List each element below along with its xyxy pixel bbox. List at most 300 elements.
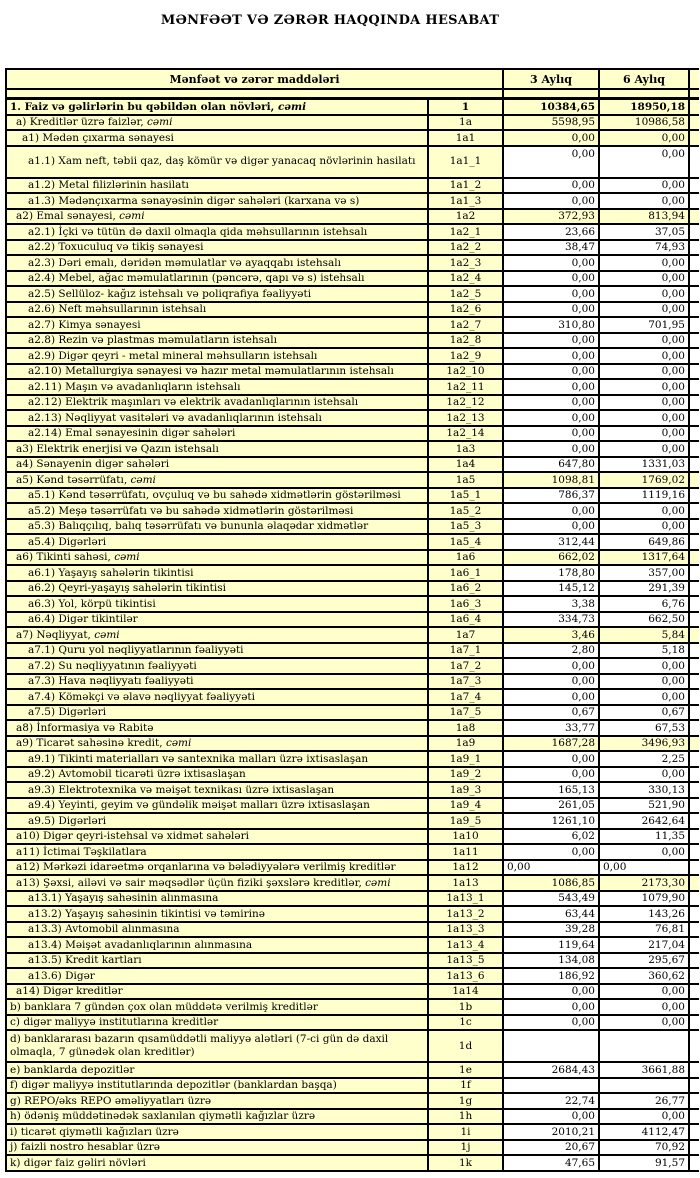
value-3m[interactable]: 0,00 bbox=[503, 984, 599, 1000]
row-code: 1a13_4 bbox=[428, 937, 503, 953]
table-row bbox=[6, 255, 699, 271]
value-3m[interactable]: 23,66 bbox=[503, 224, 599, 240]
table-row bbox=[6, 317, 699, 333]
cut-column-cell bbox=[689, 689, 699, 705]
value-6m[interactable]: 0,00 bbox=[599, 860, 689, 876]
row-label bbox=[6, 488, 428, 504]
row-label bbox=[6, 937, 428, 953]
value-3m[interactable]: 0,00 bbox=[503, 178, 599, 194]
row-label-text: a9.3) Elektrotexnika və məişət texnikası üzrə ixtisaslaşan bbox=[28, 783, 335, 796]
cut-column-cell bbox=[689, 209, 699, 225]
value-6m[interactable]: 0,00 bbox=[599, 410, 689, 426]
cut-column-cell bbox=[689, 271, 699, 287]
cut-column-cell bbox=[689, 1155, 699, 1171]
row-label-text: a2.7) Kimya sənayesi bbox=[28, 318, 141, 331]
value-3m[interactable]: 63,44 bbox=[503, 906, 599, 922]
value-6m[interactable]: 0,00 bbox=[599, 395, 689, 411]
value-6m[interactable]: 0,00 bbox=[599, 1015, 689, 1031]
row-label-text: 1. Faiz və gəlirlərin bu qəbildən olan növləri, bbox=[10, 100, 278, 113]
cut-column-cell bbox=[689, 984, 699, 1000]
value-3m[interactable]: 0,00 bbox=[503, 860, 599, 876]
row-label bbox=[6, 860, 428, 876]
value-6m[interactable]: 0,67 bbox=[599, 705, 689, 721]
row-code: 1a7 bbox=[428, 627, 503, 643]
value-6m: 1317,64 bbox=[599, 550, 689, 566]
row-label-text: a13.2) Yaşayış sahəsinin tikintisi və təmirinə bbox=[28, 907, 266, 920]
value-3m[interactable]: 0,00 bbox=[503, 519, 599, 535]
row-code: 1 bbox=[428, 99, 503, 115]
row-code: 1a4 bbox=[428, 457, 503, 473]
value-3m[interactable]: 0,00 bbox=[503, 658, 599, 674]
value-6m[interactable]: 662,50 bbox=[599, 612, 689, 628]
table-row bbox=[6, 395, 699, 411]
row-label-text: a13.4) Məişət avadanlıqlarının alınmasına bbox=[28, 938, 253, 951]
row-label-italic-suffix: cəmi bbox=[365, 876, 391, 889]
table-row bbox=[6, 782, 699, 798]
value-3m[interactable]: 178,80 bbox=[503, 565, 599, 581]
cut-column-cell bbox=[689, 534, 699, 550]
table-row bbox=[6, 968, 699, 984]
value-6m[interactable]: 0,00 bbox=[599, 426, 689, 442]
row-code: 1a9_4 bbox=[428, 798, 503, 814]
value-3m[interactable]: 0,00 bbox=[503, 503, 599, 519]
row-label bbox=[6, 457, 428, 473]
value-6m[interactable]: 0,00 bbox=[599, 271, 689, 287]
cut-column-cell bbox=[689, 441, 699, 457]
cut-column-cell bbox=[689, 922, 699, 938]
row-label-text: a7.3) Hava nəqliyyatı fəaliyyəti bbox=[28, 675, 194, 687]
value-6m[interactable] bbox=[599, 1030, 689, 1062]
row-code: 1f bbox=[428, 1078, 503, 1094]
value-3m[interactable]: 134,08 bbox=[503, 953, 599, 969]
value-3m: 0,00 bbox=[503, 130, 599, 146]
row-label bbox=[6, 720, 428, 736]
value-6m[interactable]: 0,00 bbox=[599, 658, 689, 674]
row-label bbox=[6, 596, 428, 612]
value-6m: 10986,58 bbox=[599, 115, 689, 131]
value-3m: 1086,85 bbox=[503, 875, 599, 891]
row-label bbox=[6, 286, 428, 302]
value-6m[interactable]: 701,95 bbox=[599, 317, 689, 333]
value-3m[interactable]: 0,00 bbox=[503, 379, 599, 395]
report-table-container bbox=[5, 68, 699, 1172]
value-6m[interactable]: 11,35 bbox=[599, 829, 689, 845]
value-6m[interactable]: 0,00 bbox=[599, 1109, 689, 1125]
row-label-text: a) Kreditlər üzrə faizlər, bbox=[16, 116, 148, 128]
row-code: 1a3 bbox=[428, 441, 503, 457]
value-6m[interactable]: 295,67 bbox=[599, 953, 689, 969]
value-3m[interactable]: 47,65 bbox=[503, 1155, 599, 1171]
row-label bbox=[6, 441, 428, 457]
cut-column-cell bbox=[689, 333, 699, 349]
value-6m[interactable]: 357,00 bbox=[599, 565, 689, 581]
value-6m[interactable]: 0,00 bbox=[599, 302, 689, 318]
value-3m[interactable]: 0,00 bbox=[503, 364, 599, 380]
row-label bbox=[6, 224, 428, 240]
spacer-row bbox=[6, 89, 699, 99]
row-label-text: a8) İnformasiya və Rabitə bbox=[16, 721, 154, 734]
value-3m[interactable]: 6,02 bbox=[503, 829, 599, 845]
table-row bbox=[6, 224, 699, 240]
value-6m[interactable]: 0,00 bbox=[599, 193, 689, 209]
value-6m[interactable]: 91,57 bbox=[599, 1155, 689, 1171]
row-label bbox=[6, 333, 428, 349]
value-6m: 0,00 bbox=[599, 130, 689, 146]
row-label bbox=[6, 348, 428, 364]
row-label bbox=[6, 953, 428, 969]
row-label-text: a13) Şəxsi, ailəvi və sair məqsədlər üçün fiziki şəxslərə kreditlər, bbox=[16, 876, 366, 889]
cut-column-cell bbox=[689, 844, 699, 860]
value-6m[interactable]: 0,00 bbox=[599, 255, 689, 271]
row-label bbox=[6, 503, 428, 519]
cut-column-cell bbox=[689, 379, 699, 395]
cut-column-cell bbox=[689, 457, 699, 473]
row-label-text: a1.1) Xam neft, təbii qaz, daş kömür və digər yanacaq növlərinin hasilatı bbox=[28, 155, 416, 167]
value-3m[interactable]: 0,00 bbox=[503, 999, 599, 1015]
row-label bbox=[6, 736, 428, 752]
row-code: 1a5_4 bbox=[428, 534, 503, 550]
value-3m[interactable]: 186,92 bbox=[503, 968, 599, 984]
row-label bbox=[6, 844, 428, 860]
value-3m[interactable]: 20,67 bbox=[503, 1140, 599, 1156]
row-code: 1a2 bbox=[428, 209, 503, 225]
value-3m[interactable]: 0,00 bbox=[503, 333, 599, 349]
value-6m[interactable]: 2,25 bbox=[599, 751, 689, 767]
value-3m[interactable]: 0,00 bbox=[503, 441, 599, 457]
table-row bbox=[6, 209, 699, 225]
row-label bbox=[6, 968, 428, 984]
value-6m[interactable]: 70,92 bbox=[599, 1140, 689, 1156]
value-6m[interactable]: 217,04 bbox=[599, 937, 689, 953]
table-row bbox=[6, 581, 699, 597]
cut-column-cell bbox=[689, 286, 699, 302]
row-label bbox=[6, 130, 428, 146]
row-label-text: a3) Elektrik enerjisi və Qazın istehsalı bbox=[16, 442, 219, 455]
row-label-text: a9.5) Digərləri bbox=[28, 814, 107, 827]
row-code: 1a7_5 bbox=[428, 705, 503, 721]
cut-column-cell bbox=[689, 906, 699, 922]
value-3m[interactable]: 3,38 bbox=[503, 596, 599, 612]
value-6m[interactable]: 2642,64 bbox=[599, 813, 689, 829]
table-row bbox=[6, 565, 699, 581]
row-label-text: a2.12) Elektrik maşınları və elektrik avadanlıqlarının istehsalı bbox=[28, 396, 359, 408]
value-6m[interactable]: 0,00 bbox=[599, 519, 689, 535]
row-label-text: a9.1) Tikinti materialları və santexnika malları üzrə ixtisaslaşan bbox=[28, 752, 369, 765]
table-row bbox=[6, 99, 699, 115]
cut-column-cell bbox=[689, 410, 699, 426]
cut-column-cell bbox=[689, 813, 699, 829]
value-6m[interactable]: 0,00 bbox=[599, 364, 689, 380]
row-label bbox=[6, 99, 428, 115]
value-3m[interactable]: 2684,43 bbox=[503, 1062, 599, 1078]
value-3m[interactable]: 39,28 bbox=[503, 922, 599, 938]
table-row bbox=[6, 286, 699, 302]
row-label bbox=[6, 472, 428, 488]
row-label-text: a6.2) Qeyri-yaşayış sahələrin tikintisi bbox=[28, 582, 226, 594]
value-3m[interactable]: 0,00 bbox=[503, 255, 599, 271]
row-label bbox=[6, 519, 428, 535]
value-3m[interactable]: 1261,10 bbox=[503, 813, 599, 829]
value-6m[interactable]: 0,00 bbox=[599, 348, 689, 364]
table-row bbox=[6, 441, 699, 457]
value-3m[interactable]: 312,44 bbox=[503, 534, 599, 550]
row-label bbox=[6, 751, 428, 767]
table-row bbox=[6, 348, 699, 364]
value-6m[interactable]: 0,00 bbox=[599, 503, 689, 519]
row-code: 1h bbox=[428, 1109, 503, 1125]
table-row bbox=[6, 1030, 699, 1062]
value-3m[interactable]: 334,73 bbox=[503, 612, 599, 628]
value-6m[interactable]: 0,00 bbox=[599, 178, 689, 194]
value-6m: 1769,02 bbox=[599, 472, 689, 488]
value-6m[interactable]: 5,18 bbox=[599, 643, 689, 659]
value-6m[interactable] bbox=[599, 1078, 689, 1094]
table-row bbox=[6, 1093, 699, 1109]
value-3m[interactable]: 0,00 bbox=[503, 271, 599, 287]
value-3m[interactable]: 22,74 bbox=[503, 1093, 599, 1109]
row-label bbox=[6, 178, 428, 194]
cut-column-cell bbox=[689, 302, 699, 318]
row-label bbox=[6, 271, 428, 287]
value-3m[interactable]: 543,49 bbox=[503, 891, 599, 907]
value-3m[interactable]: 0,00 bbox=[503, 767, 599, 783]
row-code: 1a7_3 bbox=[428, 674, 503, 690]
value-3m[interactable]: 0,00 bbox=[503, 286, 599, 302]
spacer-cell bbox=[503, 89, 599, 99]
table-row bbox=[6, 271, 699, 287]
row-code: 1a13_2 bbox=[428, 906, 503, 922]
value-3m[interactable]: 0,00 bbox=[503, 844, 599, 860]
row-label bbox=[6, 1078, 428, 1094]
value-6m[interactable]: 0,00 bbox=[599, 286, 689, 302]
value-3m[interactable]: 0,00 bbox=[503, 689, 599, 705]
value-6m[interactable]: 1331,03 bbox=[599, 457, 689, 473]
value-6m[interactable]: 0,00 bbox=[599, 767, 689, 783]
value-6m[interactable]: 0,00 bbox=[599, 984, 689, 1000]
table-row bbox=[6, 798, 699, 814]
value-3m[interactable]: 786,37 bbox=[503, 488, 599, 504]
row-code: 1a10 bbox=[428, 829, 503, 845]
row-code: 1a7_1 bbox=[428, 643, 503, 659]
row-label-text: e) banklarda depozitlər bbox=[10, 1063, 135, 1076]
table-row bbox=[6, 1015, 699, 1031]
value-3m[interactable]: 310,80 bbox=[503, 317, 599, 333]
value-6m[interactable]: 649,86 bbox=[599, 534, 689, 550]
cut-column-cell bbox=[689, 1030, 699, 1062]
row-label bbox=[6, 146, 428, 178]
value-3m[interactable]: 2,80 bbox=[503, 643, 599, 659]
row-label-text: a2.11) Maşın və avadanlıqların istehsalı bbox=[28, 380, 241, 393]
row-label bbox=[6, 922, 428, 938]
row-label bbox=[6, 302, 428, 318]
table-row bbox=[6, 1062, 699, 1078]
value-6m[interactable]: 74,93 bbox=[599, 240, 689, 256]
value-6m[interactable]: 143,26 bbox=[599, 906, 689, 922]
table-row bbox=[6, 705, 699, 721]
row-label bbox=[6, 782, 428, 798]
value-6m[interactable]: 360,62 bbox=[599, 968, 689, 984]
row-label bbox=[6, 1140, 428, 1156]
table-row bbox=[6, 1078, 699, 1094]
row-code: 1a2_14 bbox=[428, 426, 503, 442]
value-3m[interactable]: 38,47 bbox=[503, 240, 599, 256]
row-label-text: a7.1) Quru yol nəqliyyatlarının fəaliyyəti bbox=[28, 644, 244, 656]
row-code: 1e bbox=[428, 1062, 503, 1078]
value-6m[interactable]: 521,90 bbox=[599, 798, 689, 814]
cut-column-cell bbox=[689, 317, 699, 333]
row-label bbox=[6, 875, 428, 891]
column-header-3m: 3 Aylıq bbox=[503, 69, 599, 89]
cut-column-cell bbox=[689, 968, 699, 984]
cut-column-cell bbox=[689, 782, 699, 798]
row-label-text: b) banklara 7 gündən çox olan müddətə verilmiş kreditlər bbox=[10, 1000, 318, 1013]
row-label-text: a13.6) Digər bbox=[28, 969, 95, 982]
value-6m: 18950,18 bbox=[599, 99, 689, 115]
value-3m[interactable]: 0,00 bbox=[503, 426, 599, 442]
table-row bbox=[6, 550, 699, 566]
row-label-text: a2.2) Toxuculuq və tikiş sənayesi bbox=[28, 241, 204, 253]
row-label-text: a5.4) Digərləri bbox=[28, 535, 107, 548]
value-6m[interactable]: 0,00 bbox=[599, 844, 689, 860]
value-6m[interactable]: 0,00 bbox=[599, 689, 689, 705]
row-label-text: j) faizli nostro hesablar üzrə bbox=[10, 1141, 160, 1153]
value-3m[interactable]: 647,80 bbox=[503, 457, 599, 473]
cut-column-cell bbox=[689, 999, 699, 1015]
row-code: 1a9_2 bbox=[428, 767, 503, 783]
value-3m[interactable]: 0,00 bbox=[503, 302, 599, 318]
value-3m[interactable]: 165,13 bbox=[503, 782, 599, 798]
row-label bbox=[6, 999, 428, 1015]
row-label bbox=[6, 364, 428, 380]
table-row bbox=[6, 426, 699, 442]
cut-column-cell bbox=[689, 736, 699, 752]
row-label-text: f) digər maliyyə institutlarında depozitlər (banklardan başqa) bbox=[10, 1079, 337, 1091]
value-3m[interactable]: 0,00 bbox=[503, 674, 599, 690]
row-code: 1a8 bbox=[428, 720, 503, 736]
row-label-text: a5.1) Kənd təsərrüfatı, ovçuluq və bu sahədə xidmətlərin göstərilməsi bbox=[28, 489, 401, 501]
value-3m: 10384,65 bbox=[503, 99, 599, 115]
value-6m[interactable]: 0,00 bbox=[599, 379, 689, 395]
row-code: 1a6_4 bbox=[428, 612, 503, 628]
value-6m[interactable]: 1119,16 bbox=[599, 488, 689, 504]
value-6m[interactable]: 0,00 bbox=[599, 674, 689, 690]
value-6m[interactable]: 37,05 bbox=[599, 224, 689, 240]
row-code: 1a5_3 bbox=[428, 519, 503, 535]
table-row bbox=[6, 1109, 699, 1125]
value-3m[interactable]: 261,05 bbox=[503, 798, 599, 814]
cut-column-cell bbox=[689, 503, 699, 519]
row-label-text: a1) Mədən çıxarma sənayesi bbox=[22, 131, 174, 144]
row-code: 1a9 bbox=[428, 736, 503, 752]
row-label bbox=[6, 1015, 428, 1031]
table-row bbox=[6, 503, 699, 519]
table-row bbox=[6, 146, 699, 178]
row-label-text: a7.4) Köməkçi və əlavə nəqliyyat fəaliyyəti bbox=[28, 690, 256, 703]
value-6m[interactable]: 0,00 bbox=[599, 999, 689, 1015]
row-label bbox=[6, 798, 428, 814]
value-3m[interactable]: 0,00 bbox=[503, 146, 599, 178]
value-6m[interactable]: 6,76 bbox=[599, 596, 689, 612]
value-3m[interactable]: 0,00 bbox=[503, 751, 599, 767]
value-3m[interactable]: 0,00 bbox=[503, 193, 599, 209]
row-label bbox=[6, 317, 428, 333]
row-label bbox=[6, 255, 428, 271]
value-6m[interactable]: 76,81 bbox=[599, 922, 689, 938]
value-3m[interactable]: 0,00 bbox=[503, 1109, 599, 1125]
cut-column-cell bbox=[689, 953, 699, 969]
value-3m[interactable] bbox=[503, 1030, 599, 1062]
row-label-text: a7.5) Digərləri bbox=[28, 706, 107, 718]
row-label bbox=[6, 240, 428, 256]
cut-column-cell bbox=[689, 178, 699, 194]
row-code: 1b bbox=[428, 999, 503, 1015]
cut-column-cell bbox=[689, 364, 699, 380]
value-3m: 372,93 bbox=[503, 209, 599, 225]
row-label-italic-suffix: cəmi bbox=[119, 210, 145, 222]
cut-column-cell bbox=[689, 1109, 699, 1125]
row-code: 1a2_3 bbox=[428, 255, 503, 271]
value-3m[interactable] bbox=[503, 1078, 599, 1094]
value-6m[interactable]: 330,13 bbox=[599, 782, 689, 798]
row-code: 1a2_7 bbox=[428, 317, 503, 333]
value-6m[interactable]: 0,00 bbox=[599, 146, 689, 178]
value-6m[interactable]: 4112,47 bbox=[599, 1124, 689, 1140]
row-code: 1a6_1 bbox=[428, 565, 503, 581]
row-label-text: a12) Mərkəzi idarəetmə orqanlarına və bələdiyyələrə verilmiş kreditlər bbox=[16, 861, 396, 873]
row-label-text: a14) Digər kreditlər bbox=[16, 985, 123, 997]
table-row bbox=[6, 767, 699, 783]
value-3m[interactable]: 33,77 bbox=[503, 720, 599, 736]
row-label bbox=[6, 1030, 428, 1062]
value-6m[interactable]: 0,00 bbox=[599, 441, 689, 457]
spacer-cell bbox=[689, 89, 699, 99]
value-6m[interactable]: 3661,88 bbox=[599, 1062, 689, 1078]
value-3m[interactable]: 0,00 bbox=[503, 348, 599, 364]
row-label bbox=[6, 1062, 428, 1078]
row-label-text: i) ticarət qiymətli kağızları üzrə bbox=[10, 1125, 179, 1138]
table-row bbox=[6, 627, 699, 643]
row-code: 1a13_5 bbox=[428, 953, 503, 969]
value-3m[interactable]: 2010,21 bbox=[503, 1124, 599, 1140]
value-3m[interactable]: 0,00 bbox=[503, 410, 599, 426]
value-6m[interactable]: 26,77 bbox=[599, 1093, 689, 1109]
cut-column-cell bbox=[689, 1078, 699, 1094]
cut-column-cell bbox=[689, 875, 699, 891]
row-label-text: a2.9) Digər qeyri - metal mineral məhsulların istehsalı bbox=[28, 349, 318, 362]
table-row bbox=[6, 130, 699, 146]
table-row bbox=[6, 751, 699, 767]
table-row bbox=[6, 302, 699, 318]
value-3m[interactable]: 145,12 bbox=[503, 581, 599, 597]
value-3m[interactable]: 0,00 bbox=[503, 395, 599, 411]
value-6m[interactable]: 1079,90 bbox=[599, 891, 689, 907]
value-3m[interactable]: 119,64 bbox=[503, 937, 599, 953]
row-label-text: a2.10) Metallurgiya sənayesi və hazır metal məmulatlarının istehsalı bbox=[28, 365, 394, 377]
cut-column-cell bbox=[689, 751, 699, 767]
row-code: 1a2_9 bbox=[428, 348, 503, 364]
value-3m: 5598,95 bbox=[503, 115, 599, 131]
row-code: 1a1 bbox=[428, 130, 503, 146]
value-3m[interactable]: 0,00 bbox=[503, 1015, 599, 1031]
row-code: 1a5_2 bbox=[428, 503, 503, 519]
value-6m[interactable]: 0,00 bbox=[599, 333, 689, 349]
row-label-italic-suffix: cəmi bbox=[94, 628, 120, 641]
row-label-italic-suffix: cəmi bbox=[165, 737, 192, 749]
value-3m[interactable]: 0,67 bbox=[503, 705, 599, 721]
value-6m[interactable]: 67,53 bbox=[599, 720, 689, 736]
row-label bbox=[6, 534, 428, 550]
value-6m[interactable]: 291,39 bbox=[599, 581, 689, 597]
